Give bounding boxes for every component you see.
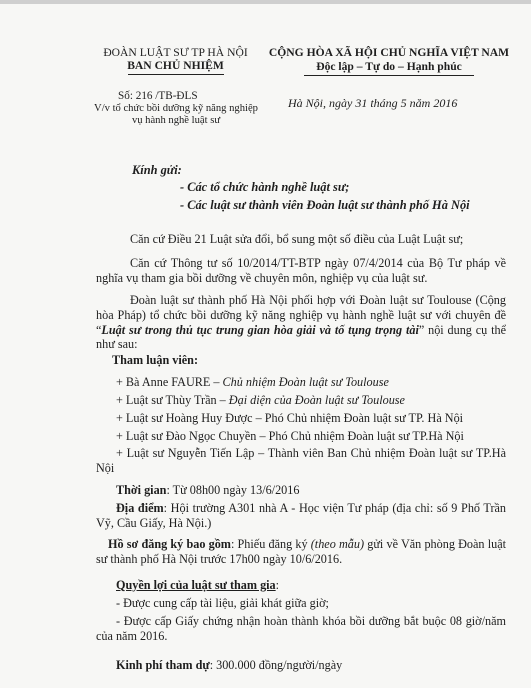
speaker-4-name: + Luật sư Đào Ngọc Chuyền [116,429,257,443]
org-name: ĐOÀN LUẬT SƯ TP HÀ NỘI [103,46,248,59]
speaker-1-role: Chủ nhiệm Đoàn luật sư Toulouse [222,375,389,389]
time-label: Thời gian [116,483,167,497]
speaker-4: + Luật sư Đào Ngọc Chuyền – Phó Chủ nhiệm Đoàn luật sư TP.Hà Nội [116,429,464,443]
speaker-2-name: + Luật sư Thùy Trần [116,393,217,407]
org-board: BAN CHỦ NHIỆM [127,59,224,72]
place-row [96,501,506,531]
speaker-5-role: Thành viên Ban Chủ nhiệm Đoàn luật sư TP.Hà Nội [96,446,506,475]
recipient-2: - Các luật sư thành viên Đoàn luật sư thành phố Hà Nội [180,198,470,212]
speaker-2: + Luật sư Thùy Trần – Đại diện của Đoàn luật sư Toulouse [116,393,405,407]
benefits-label-row [116,578,279,593]
nation-title: CỘNG HÒA XÃ HỘI CHỦ NGHĨA VIỆT NAM [268,46,510,59]
recipient-1: - Các tổ chức hành nghề luật sư; [180,180,350,194]
benefits-label: Quyền lợi của luật sư tham gia [116,578,276,592]
announcement-text-1: Đoàn luật sư thành phố Hà Nội phối hợp với Đoàn luật sư Toulouse (Cộng hòa Pháp) tổ chức bồi dưỡng kỹ năng nghiệp vụ hành nghề luật sư với chuyên đề “ [96,293,506,337]
speakers-label: Tham luận viên: [112,353,199,367]
benefit-2: - Được cấp Giấy chứng nhận hoàn thành khóa bồi dưỡng bắt buộc 08 giờ/năm của năm 2016. [96,614,506,643]
place-value: : Hội trường A301 nhà A - Học viện Tư pháp (địa chỉ: số 9 Phố Trần Vỹ, Cầu Giấy, Hà Nội.) [96,501,507,530]
subject-line-2: vụ hành nghề luật sư [131,115,221,126]
topic-title: Luật sư trong thủ tục trung gian hòa giải và tố tụng trọng tài [101,322,419,337]
national-header [258,46,520,76]
fee-row [116,658,342,673]
doc-subject [76,103,276,127]
dossier-row [96,537,506,567]
speaker-2-role: Đại diện của Đoàn luật sư Toulouse [228,393,405,407]
announcement-text-2: ” nội dung cụ thể như sau: [96,322,506,352]
subject-line-1: V/v tổ chức bồi dưỡng kỹ năng nghiệp [94,103,258,114]
benefit-1: - Được cung cấp tài liệu, giải khát giữa giờ; [116,596,329,610]
place-label: Địa điểm [116,501,164,515]
doc-date: Hà Nội, ngày 31 tháng 5 năm 2016 [288,96,458,110]
fee-label: Kinh phí tham dự [116,658,210,672]
dossier-value-1: : Phiếu đăng ký [230,537,311,551]
org-underline [128,74,224,75]
motto-underline [304,75,474,76]
scan-edge [0,0,531,4]
fee-value: : 300.000 đồng/người/ngày [209,658,343,672]
speaker-3-role: Phó Chủ nhiệm Đoàn luật sư TP. Hà Nội [264,411,464,425]
speaker-3-name: + Luật sư Hoàng Huy Được [116,411,253,425]
recipients-label: Kính gửi: [132,163,182,177]
doc-number: Số: 216 /TB-ĐLS [118,90,198,102]
paragraph-announcement [96,293,506,352]
speaker-5: + Luật sư Nguyễn Tiến Lập – Thành viên Ban Chủ nhiệm Đoàn luật sư TP.Hà Nội [96,446,506,475]
speaker-3: + Luật sư Hoàng Huy Được – Phó Chủ nhiệm Đoàn luật sư TP. Hà Nội [116,411,464,425]
speaker-1: + Bà Anne FAURE – Chủ nhiệm Đoàn luật sư Toulouse [116,375,389,389]
speaker-1-name: + Bà Anne FAURE [116,375,211,389]
speaker-4-role: Phó Chủ nhiệm Đoàn luật sư TP.Hà Nội [268,429,464,443]
dossier-label: Hồ sơ đăng ký bao gồm [108,537,231,551]
dossier-value-2: gửi về Văn phòng Đoàn luật sư thành phố Hà Nội trước 17h00 ngày 10/6/2016. [96,537,506,566]
paragraph-legal-basis-2: Căn cứ Thông tư số 10/2014/TT-BTP ngày 07/4/2014 của Bộ Tư pháp về nghĩa vụ tham gia bồi dưỡng về chuyên môn, nghiệp vụ của luật sư. [96,256,506,285]
speaker-5-name: + Luật sư Nguyễn Tiến Lập [116,446,255,460]
nation-motto: Độc lập – Tự do – Hạnh phúc [316,60,462,73]
dossier-italic: (theo mẫu) [310,537,365,551]
org-header [78,46,273,75]
paragraph-legal-basis-1: Căn cứ Điều 21 Luật sửa đổi, bổ sung một số điều của Luật Luật sư; [130,232,464,246]
benefits-colon: : [275,578,280,592]
time-row [116,483,299,498]
time-value: : Từ 08h00 ngày 13/6/2016 [166,483,300,497]
